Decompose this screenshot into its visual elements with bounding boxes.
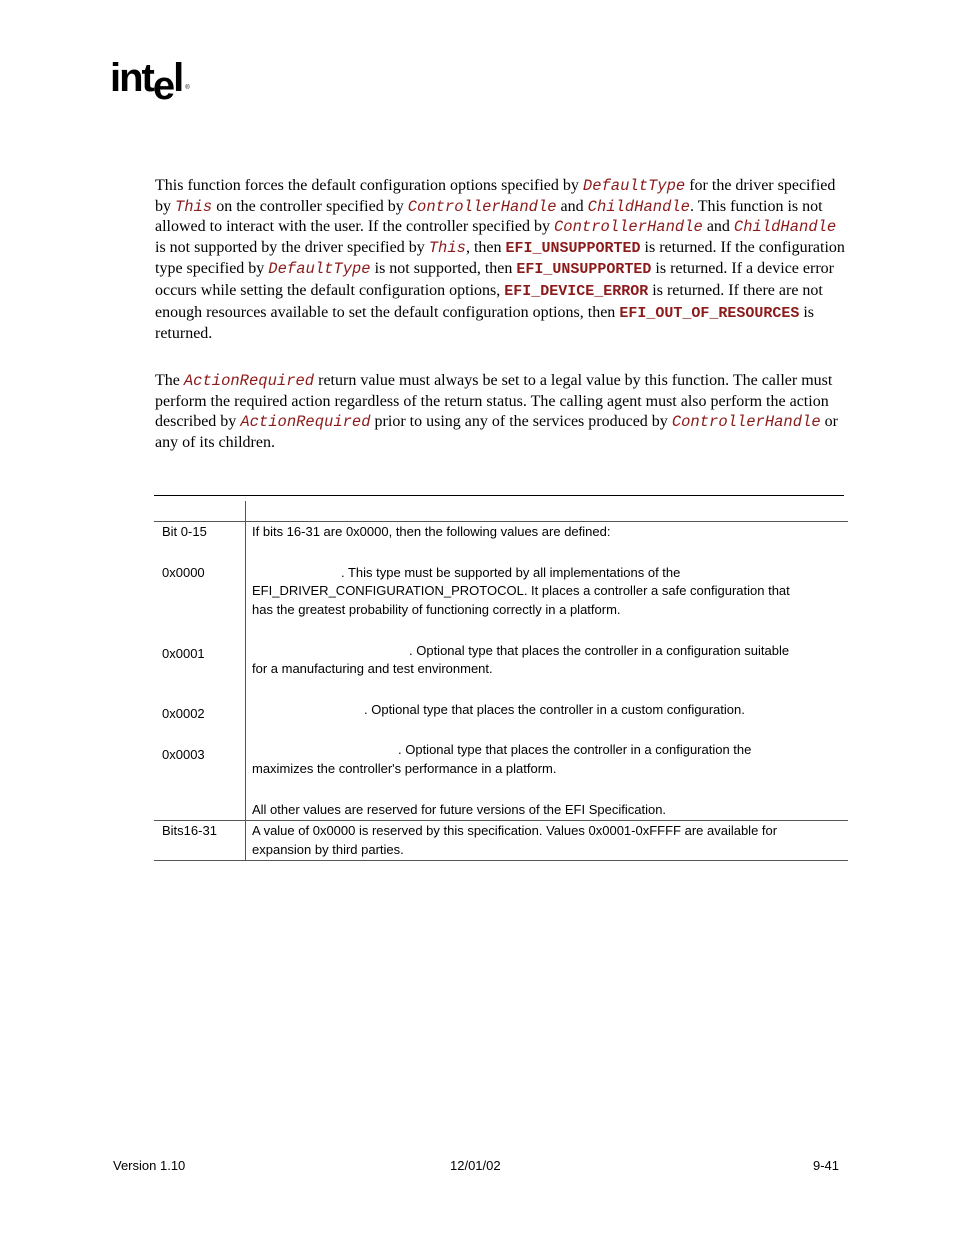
footer-version: Version 1.10 [113, 1158, 186, 1173]
param-default-type: DefaultType [582, 177, 686, 195]
status-efi-out-of-resources: EFI_OUT_OF_RESOURCES [619, 304, 800, 322]
status-efi-unsupported: EFI_UNSUPPORTED [505, 239, 641, 257]
table-bottom-rule [154, 860, 848, 861]
text: , then [465, 238, 506, 256]
logo-int: int [110, 56, 153, 100]
param-action-required: ActionRequired [240, 413, 371, 432]
table-cell-description: has the greatest probability of functioning correctly in a platform. [252, 602, 621, 617]
table-top-rule [154, 495, 844, 496]
table-cell-value: 0x0000 [162, 565, 205, 580]
table-cell-description: expansion by third parties. [252, 842, 404, 857]
text: on the controller specified by [212, 197, 408, 215]
table-row-divider [154, 820, 848, 821]
table-cell-value: 0x0003 [162, 747, 205, 762]
table-cell-description: for a manufacturing and test environment. [252, 661, 493, 676]
text: is not supported by the driver specified by [155, 238, 429, 256]
param-controller-handle: ControllerHandle [553, 218, 703, 237]
text: return value must always be set to a legal value by this function. The caller must perform the required action regardless of the return status. The calling agent must also perform the action described by [155, 372, 833, 431]
text: is returned. If there are not enough resources available to set the default configuration options, then [155, 281, 823, 321]
text: is returned. [155, 303, 815, 343]
text: is returned. If a device error occurs while setting the default configuration options, [155, 260, 834, 299]
status-efi-device-error: EFI_DEVICE_ERROR [504, 282, 649, 300]
text: The [155, 372, 184, 389]
text: This function forces the default configuration options specified by [155, 177, 583, 194]
logo-registered-mark: ® [185, 85, 190, 91]
action-required-paragraph [155, 371, 845, 453]
table-cell-description: . Optional type that places the controller in a configuration the [398, 742, 752, 757]
table-cell-description: . Optional type that places the controller in a custom configuration. [364, 702, 745, 717]
table-cell-description: EFI_DRIVER_CONFIGURATION_PROTOCOL. It places a controller a safe configuration that [252, 583, 790, 598]
param-default-type: DefaultType [268, 260, 371, 279]
text: or any of its children. [155, 413, 838, 451]
table-cell-bits: Bits16-31 [162, 823, 217, 838]
table-cell-description: maximizes the controller's performance in a platform. [252, 761, 557, 776]
description-paragraph [155, 176, 845, 345]
footer-date: 12/01/02 [450, 1158, 501, 1173]
text: . This function is not allowed to interact with the user. If the controller specified by [155, 197, 823, 236]
table-cell-bits: Bit 0-15 [162, 524, 207, 539]
table-column-divider [245, 501, 246, 860]
text: prior to using any of the services produced by [370, 413, 672, 431]
footer-page-number: 9-41 [813, 1158, 840, 1173]
text: for the driver specified by [155, 177, 836, 215]
table-cell-value: 0x0001 [162, 646, 205, 661]
table-cell-description: A value of 0x0000 is reserved by this specification. Values 0x0001-0xFFFF are available for [252, 823, 778, 838]
table-cell-description: If bits 16-31 are 0x0000, then the following values are defined: [252, 524, 611, 539]
logo-l: l [173, 56, 183, 100]
table-cell-description: . This type must be supported by all implementations of the [341, 565, 681, 580]
param-this: This [428, 238, 466, 257]
text: is not supported, then [370, 260, 517, 278]
text: is returned. If the configuration type specified by [155, 238, 845, 278]
table-cell-value: 0x0002 [162, 706, 205, 721]
intel-logo [110, 56, 190, 108]
table-cell-description: . Optional type that places the controller in a configuration suitable [409, 643, 790, 658]
logo-e: e [152, 64, 174, 108]
param-child-handle: ChildHandle [733, 218, 837, 237]
table-cell-description: All other values are reserved for future versions of the EFI Specification. [252, 802, 667, 817]
text: and [556, 197, 588, 215]
param-controller-handle: ControllerHandle [671, 413, 821, 432]
param-controller-handle: ControllerHandle [407, 197, 557, 216]
text: and [702, 218, 734, 236]
status-efi-unsupported: EFI_UNSUPPORTED [516, 261, 652, 279]
param-action-required: ActionRequired [183, 372, 315, 390]
table-header-line [154, 521, 848, 522]
param-this: This [175, 197, 213, 216]
param-child-handle: ChildHandle [587, 197, 690, 216]
